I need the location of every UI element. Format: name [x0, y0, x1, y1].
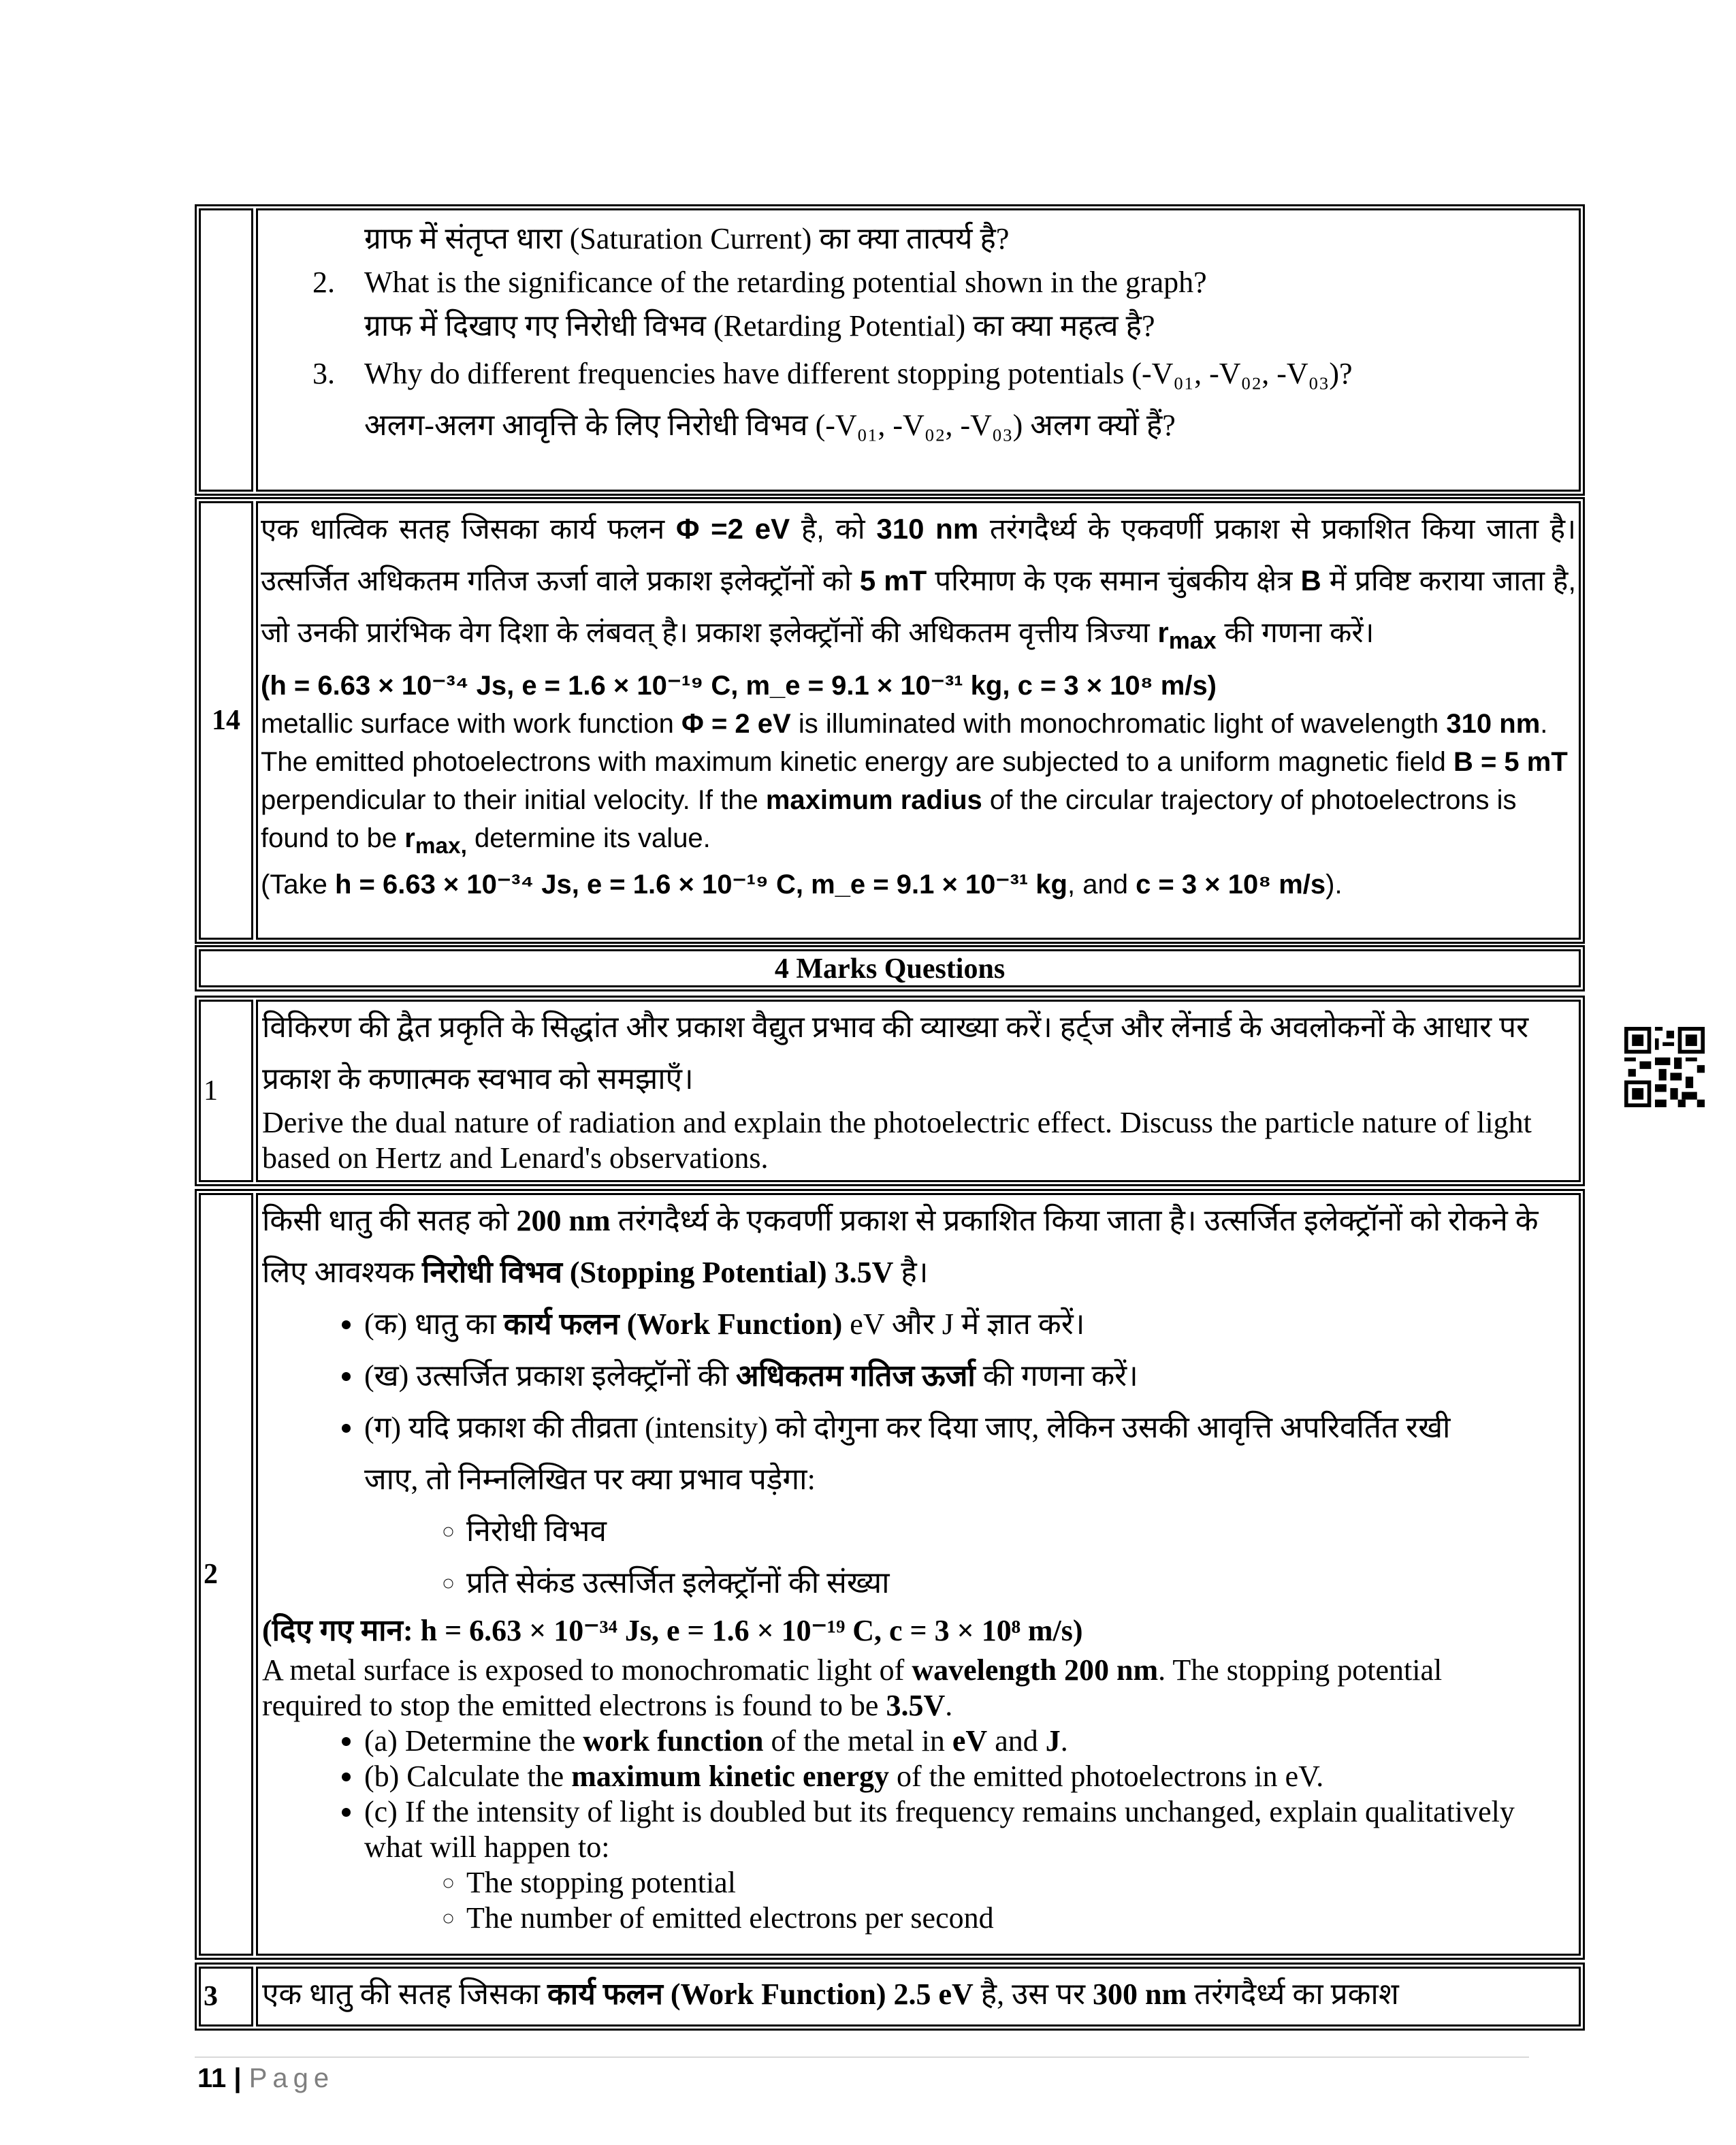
question-13-block [195, 204, 1585, 496]
q14-text-hi: एक धात्विक सतह जिसका कार्य फलन Φ =2 eV है, को 310 nm तरंगदैर्ध्य के एकवर्णी प्रकाश से प्रकाशित किया जाता है। उत्सर्जित अधिकतम गतिज ऊर्जा वाले प्रकाश इलेक्ट्रॉनों को 5 mT परिमाण के एक समान चुंबकीय क्षेत्र B में प्रविष्ट कराया जाता है, जो उनकी प्रारंभिक वेग दिशा के लंबवत् है। प्रकाश इलेक्ट्रॉनों की अधिकतम वृत्तीय त्रिज्या $r_{max}$ की गणना करें। [261, 513, 1576, 654]
marks4-question-3-block [195, 1963, 1585, 2031]
question-14-content [256, 501, 1581, 940]
q14-constants-hi: (h = 6.63 × 10⁻³⁴ Js, e = 1.6 × 10⁻¹⁹ C, m_e = 9.1 × 10⁻³¹ kg, c = 3 × 10⁸ m/s) [261, 671, 1217, 701]
m2-intro-en: A metal surface is exposed to monochromatic light of wavelength 200 nm. The stopping potential required to stop the emitted electrons is found to be 3.5V. [262, 1653, 1443, 1722]
page-footer: 11 | Page [197, 2063, 335, 2093]
page-label: Page [248, 2063, 335, 2093]
page-number: 11 [197, 2063, 227, 2093]
question-number: 1 [199, 1000, 253, 1182]
q13-sub2-hi: ग्राफ में दिखाए गए निरोधी विभव (Retarding Potential) का क्या महत्व है? [364, 309, 1155, 343]
m2-intro-hi: किसी धातु की सतह को 200 nm तरंगदैर्ध्य के एकवर्णी प्रकाश से प्रकाशित किया जाता है। उत्सर्जित इलेक्ट्रॉनों को रोकने के लिए आवश्यक निरोधी विभव (Stopping Potential) 3.5V है। [262, 1204, 1539, 1289]
q14-text-en: metallic surface with work function Φ = 2 eV is illuminated with monochromatic light of wavelength 310 nm. The emitted photoelectrons with maximum kinetic energy are subjected to a uniform magnetic field B = 5 mT perpendicular to their initial velocity. If the maximum radius of the circular trajectory of photoelectrons is found to be $r_{max,}$ determine its value. [261, 709, 1568, 859]
marks4-question-2-block [195, 1189, 1585, 1960]
m1-text-en: Derive the dual nature of radiation and explain the photoelectric effect. Discuss the particle nature of light based on Hertz and Lenard's observations. [262, 1106, 1532, 1175]
marks4-q3-content: एक धातु की सतह जिसका कार्य फलन (Work Function) 2.5 eV है, उस पर 300 nm तरंगदैर्ध्य का प्रकाश [256, 1967, 1581, 2027]
m2-bullet-c-en: • (c) If the intensity of light is doubled but its frequency remains unchanged, explain qualitatively what will happen to: [364, 1794, 1575, 1865]
q13-sub3-number: 3. [312, 357, 335, 390]
question-number: 2 [199, 1193, 253, 1956]
m2-sub-1-en: ◦ The stopping potential [466, 1865, 1575, 1901]
marks4-q2-content [256, 1193, 1581, 1956]
q13-line-hi: ग्राफ में संतृप्त धारा (Saturation Current) का क्या तात्पर्य है? [364, 222, 1010, 255]
marks4-question-1-block [195, 996, 1585, 1186]
q14-constants-en: (Take h = 6.63 × 10⁻³⁴ Js, e = 1.6 × 10⁻¹⁹ C, m_e = 9.1 × 10⁻³¹ kg, and c = 3 × 10⁸ m/s). [261, 870, 1343, 900]
q13-sub2-number: 2. [312, 266, 335, 299]
m2-given: (दिए गए मान: h = 6.63 × 10⁻³⁴ Js, e = 1.6 × 10⁻¹⁹ C, c = 3 × 10⁸ m/s) [262, 1614, 1083, 1647]
m2-sub-1-hi: ◦ निरोधी विभव [466, 1506, 1575, 1557]
q13-sub3-hi: अलग-अलग आवृत्ति के लिए निरोधी विभव (-V₀₁, -V₀₂, -V₀₃) अलग क्यों हैं? [364, 409, 1176, 442]
question-number-cell [199, 208, 253, 492]
qr-code-icon [1624, 1027, 1705, 1107]
m1-text-hi: विकिरण की द्वैत प्रकृति के सिद्धांत और प्रकाश वैद्युत प्रभाव की व्याख्या करें। हर्ट्ज और लेंनार्ड के अवलोकनों के आधार पर प्रकाश के कणात्मक स्वभाव को समझाएँ। [262, 1011, 1529, 1096]
question-number: 3 [199, 1967, 253, 2027]
m2-bullet-a-en: • (a) Determine the work function of the metal in eV and J. [364, 1723, 1575, 1759]
section-heading: 4 Marks Questions [195, 945, 1585, 991]
question-number: 14 [199, 501, 253, 940]
m2-bullet-a-hi: • (क) धातु का कार्य फलन (Work Function) eV और J में ज्ञात करें। [364, 1299, 1575, 1350]
m2-bullet-b-hi: • (ख) उत्सर्जित प्रकाश इलेक्ट्रॉनों की अधिकतम गतिज ऊर्जा की गणना करें। [364, 1350, 1575, 1402]
q13-sub3-en: Why do different frequencies have different stopping potentials (-V₀₁, -V₀₂, -V₀₃)? [364, 357, 1353, 390]
footer-divider [195, 2056, 1529, 2058]
m2-bullet-b-en: • (b) Calculate the maximum kinetic energy of the emitted photoelectrons in eV. [364, 1759, 1575, 1794]
m2-sub-2-hi: ◦ प्रति सेकंड उत्सर्जित इलेक्ट्रॉनों की संख्या [466, 1557, 1575, 1609]
m2-sub-2-en: ◦ The number of emitted electrons per second [466, 1901, 1575, 1936]
marks4-q1-content [256, 1000, 1581, 1182]
m2-bullet-c-hi: • (ग) यदि प्रकाश की तीव्रता (intensity) को दोगुना कर दिया जाए, लेकिन उसकी आवृत्ति अपरिवर्तित रखी जाए, तो निम्नलिखित पर क्या प्रभाव पड़ेगा: [364, 1402, 1575, 1506]
question-13-content [256, 208, 1581, 492]
question-14-block [195, 497, 1585, 944]
q13-sub2-en: What is the significance of the retarding potential shown in the graph? [364, 266, 1207, 299]
